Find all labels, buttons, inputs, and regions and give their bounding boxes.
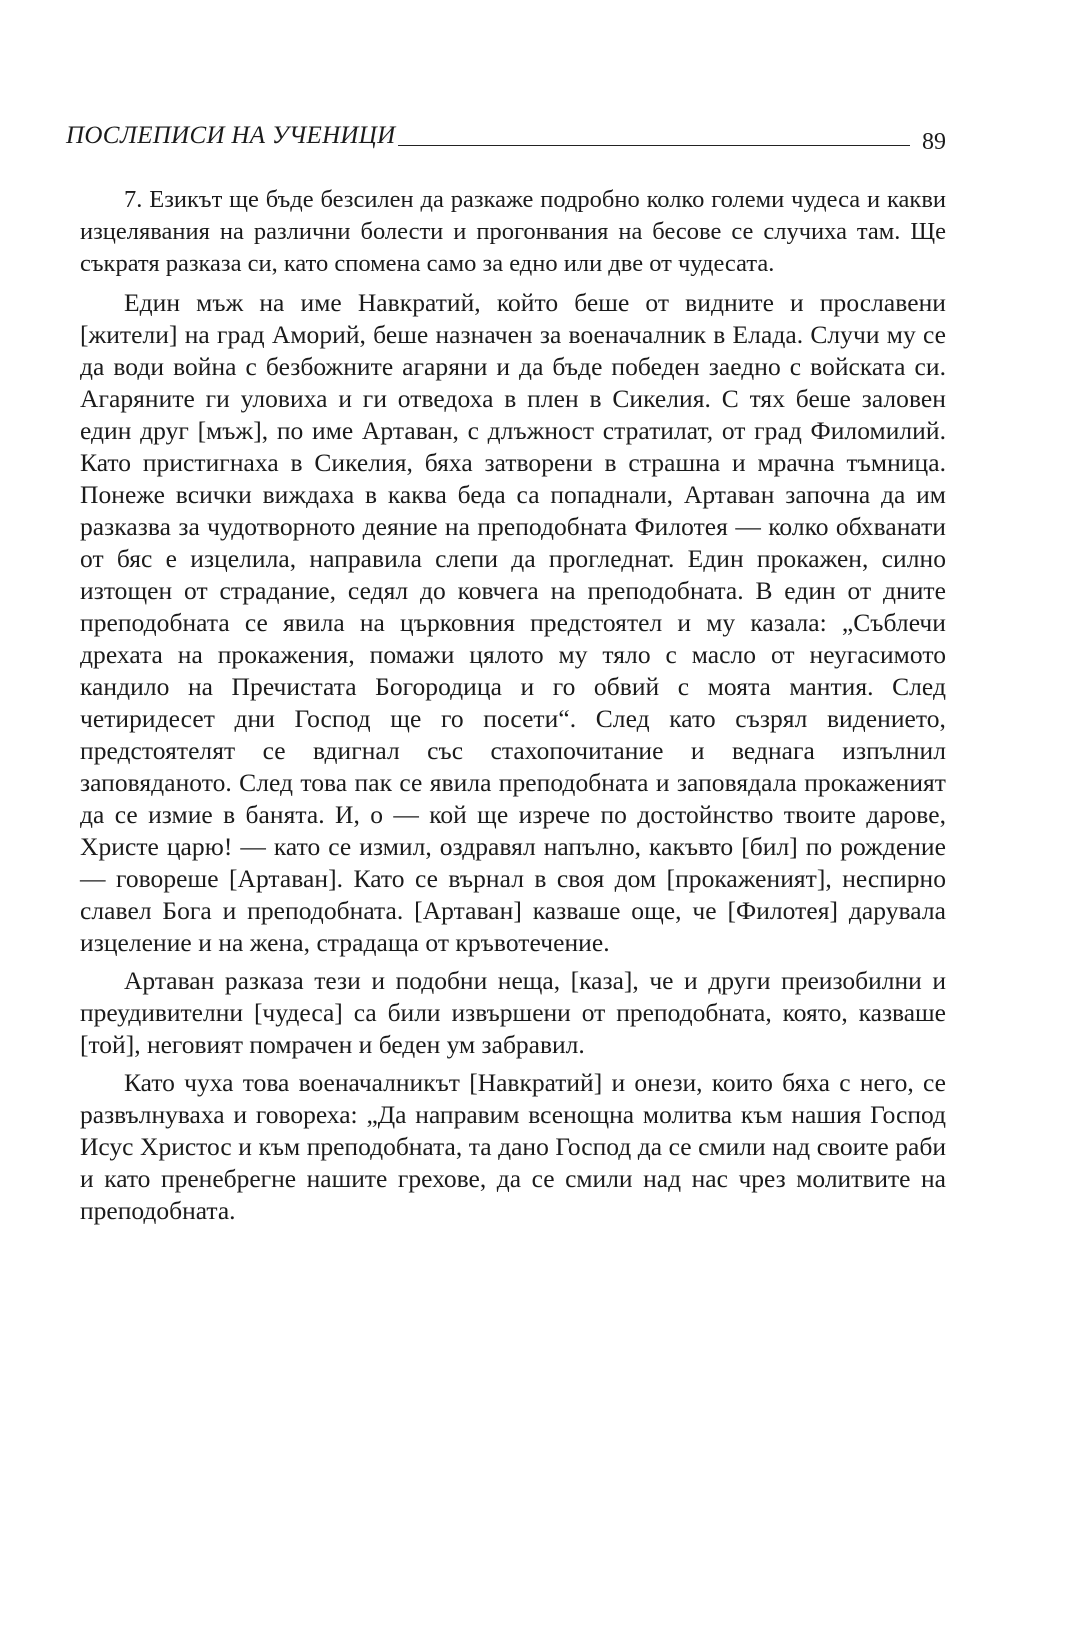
body-text bbox=[80, 184, 946, 1227]
page-number: 89 bbox=[922, 129, 946, 155]
paragraph-2: Един мъж на име Навкратий, който беше от видните и прославени [жители] на град Аморий, беше назначен за военачалник в Елада. Случи му се да води война с безбожните агаряни и да бъде победен заедно с войската си. Агаряните ги уловиха и ги отведоха в плен в Сикелия. С тях беше заловен един друг [мъж], по име Артаван, с длъжност стратилат, от град Филомилий. Като пристигнаха в Сикелия, бяха затворени в страшна и мрачна тъмница. Понеже всички виждаха в каква беда са попаднали, Артаван започна да им разказва за чудотворното деяние на преподобната Филотея — колко обхванати от бяс е изцелила, направила слепи да прогледнат. Един прокажен, силно изтощен от страдание, седял до ковчега на преподобната. В един от дните преподобната се явила на църковния предстоятел и му казала: „Съблечи дрехата на прокажения, помажи цялото му тяло с масло от неугасимото кандило на Пречистата Богородица и го обвий с моята мантия. След четиридесет дни Господ ще го посети“. След като съзрял видението, предстоятелят се вдигнал със стахопочитание и веднага изпълнил заповяданото. След това пак се явила преподобната и заповядала прокаженият да се измие в банята. И, о — кой ще изрече по достойнство твоите дарове, Христе царю! — като се измил, оздравял напълно, какъвто [бил] по рождение — говореше [Артаван]. Като се върнал в своя дом [прокаженият], неспирно славел Бога и преподобната. [Артаван] казваше още, че [Филотея] дарувала изцеление и на жена, страдаща от кръвотечение. bbox=[80, 288, 946, 957]
paragraph-4: Като чуха това военачалникът [Навкратий] и онези, които бяха с него, се развълнуваха и говореха: „Да направим всенощна молитва към нашия Господ Исус Христос и към преподобната, та дано Господ да се смили над своите раби и като пренебрегне нашите грехове, да се смили над нас чрез молитвите на преподобната. bbox=[80, 1068, 946, 1225]
running-title: ПОСЛЕПИСИ НА УЧЕНИЦИ bbox=[66, 122, 396, 149]
paragraph-1: 7. Езикът ще бъде безсилен да разкаже подробно колко големи чудеса и какви изцелявания на различни болести и прогонвания на бесове се случиха там. Ще съкратя разказа си, като спомена само за едно или две от чудесата. bbox=[80, 186, 946, 277]
header-rule bbox=[398, 145, 911, 146]
running-head bbox=[66, 108, 946, 155]
paragraph-3: Артаван разказа тези и подобни неща, [каза], че и други преизобилни и преудивителни [чудеса] са били извършени от преподобната, която, казваше [той], неговият помрачен и беден ум забравил. bbox=[80, 966, 946, 1059]
